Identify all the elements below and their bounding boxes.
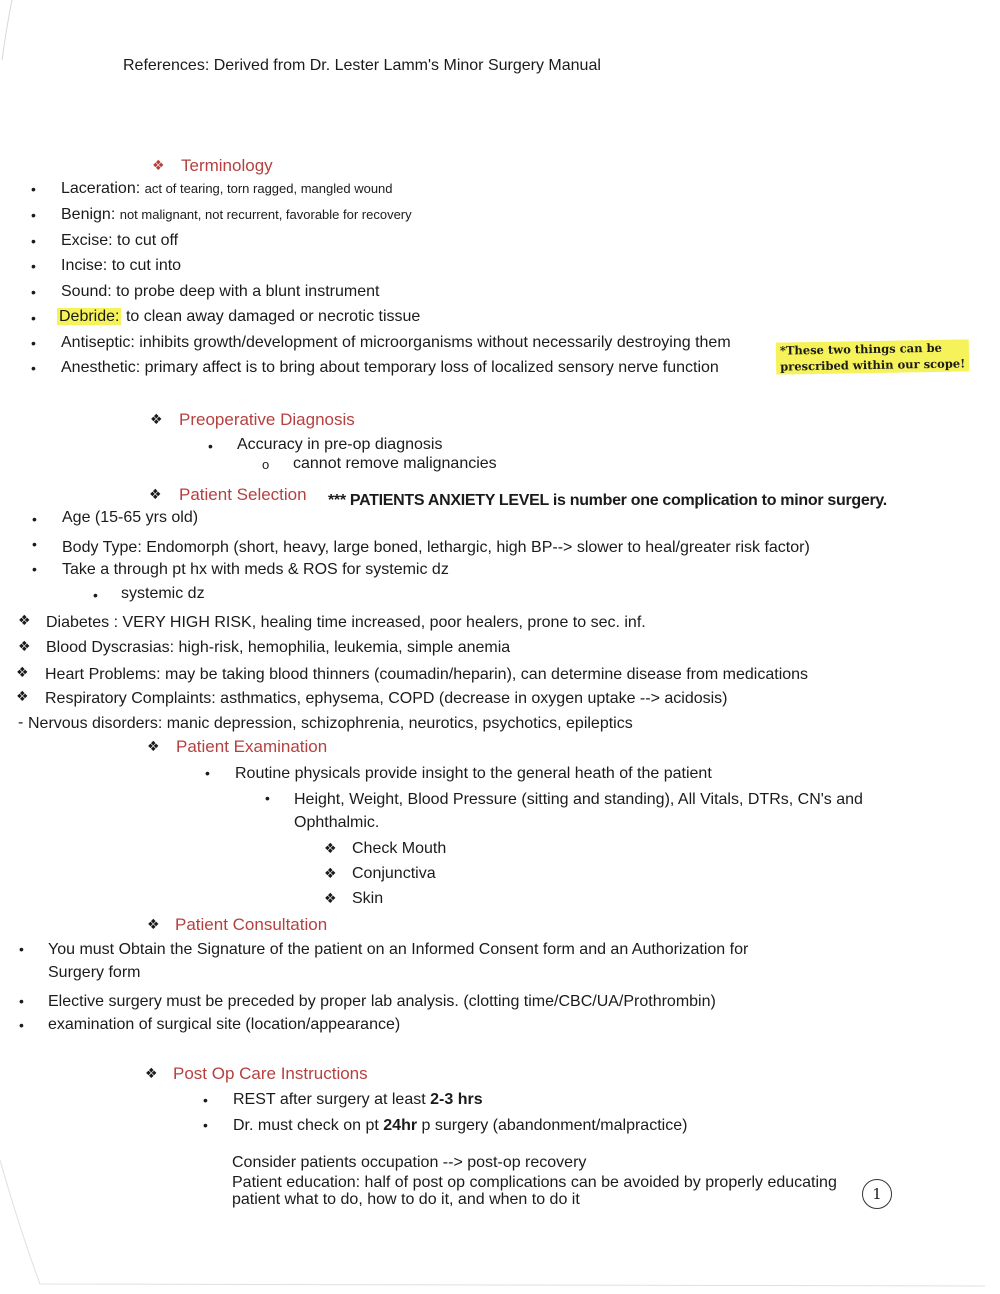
list-item bbox=[31, 181, 36, 199]
terminology-heading: Terminology bbox=[181, 156, 273, 175]
bullet-icon: • bbox=[205, 765, 210, 781]
bullet-icon: • bbox=[31, 258, 36, 274]
references-line: References: Derived from Dr. Lester Lamm's Minor Surgery Manual bbox=[123, 57, 601, 74]
list-item bbox=[31, 360, 36, 378]
exam-subitem-line2: Ophthalmic. bbox=[294, 814, 380, 831]
bullet-icon: • bbox=[203, 1092, 208, 1108]
list-item: Anesthetic: primary affect is to bring about temporary loss of localized sensory nerve function bbox=[61, 359, 719, 376]
dz-item-respiratory: Respiratory Complaints: asthmatics, ephysema, COPD (decrease in oxygen uptake --> acidosis) bbox=[45, 690, 728, 707]
check-diamond-icon: ❖ bbox=[324, 890, 337, 906]
bullet-icon: • bbox=[203, 1117, 208, 1133]
list-item: Debride: to clean away damaged or necrotic tissue bbox=[59, 308, 421, 325]
dash-icon: - bbox=[18, 714, 24, 731]
postop-note1: Consider patients occupation --> post-op recovery bbox=[232, 1154, 587, 1171]
postop-heading: Post Op Care Instructions bbox=[173, 1064, 368, 1083]
bullet-icon: • bbox=[265, 790, 270, 806]
bullet-icon: • bbox=[31, 181, 36, 197]
selection-diamond-icon: ❖ bbox=[149, 486, 162, 502]
dz-item-diabetes: Diabetes : VERY HIGH RISK, healing time increased, poor healers, prone to sec. inf. bbox=[46, 614, 646, 631]
postop-note2: Patient education: half of post op complications can be avoided by properly educating bbox=[232, 1174, 837, 1191]
list-item bbox=[31, 233, 36, 251]
consult-heading: Patient Consultation bbox=[175, 915, 328, 934]
dz-diamond-icon: ❖ bbox=[18, 612, 31, 628]
list-item: Sound: to probe deep with a blunt instrument bbox=[61, 283, 380, 300]
list-item bbox=[31, 335, 36, 353]
consult-item2: Elective surgery must be preceded by proper lab analysis. (clotting time/CBC/UA/Prothrombin) bbox=[48, 993, 716, 1010]
consult-item1-line2: Surgery form bbox=[48, 964, 141, 981]
selection-heading: Patient Selection bbox=[179, 485, 307, 504]
terminology-diamond-icon: ❖ bbox=[152, 157, 165, 173]
selection-item-history: Take a through pt hx with meds & ROS for systemic dz bbox=[62, 561, 449, 578]
dz-diamond-icon: ❖ bbox=[16, 664, 29, 680]
check-skin: Skin bbox=[352, 890, 384, 907]
highlighted-term: Debride: bbox=[59, 308, 120, 325]
bullet-icon: • bbox=[19, 993, 24, 1009]
bullet-icon: • bbox=[208, 438, 213, 454]
bullet-icon: • bbox=[32, 561, 37, 577]
list-item bbox=[31, 207, 36, 225]
list-item bbox=[31, 258, 36, 276]
bullet-icon: • bbox=[19, 1017, 24, 1033]
list-item: Antiseptic: inhibits growth/development of microorganisms without necessarily destroying them bbox=[61, 334, 731, 351]
bullet-icon: • bbox=[31, 207, 36, 223]
selection-item-bodytype: Body Type: Endomorph (short, heavy, large boned, lethargic, high BP--> slower to heal/greater risk factor) bbox=[62, 539, 810, 556]
preop-heading: Preoperative Diagnosis bbox=[179, 410, 355, 429]
bullet-icon: • bbox=[32, 511, 37, 527]
page-number: 1 bbox=[862, 1179, 892, 1209]
consult-item3: examination of surgical site (location/appearance) bbox=[48, 1016, 401, 1033]
list-item: Benign: not malignant, not recurrent, favorable for recovery bbox=[61, 206, 412, 223]
exam-subitem-line1: Height, Weight, Blood Pressure (sitting and standing), All Vitals, DTRs, CN's and bbox=[294, 791, 863, 808]
check-diamond-icon: ❖ bbox=[324, 865, 337, 881]
preop-diamond-icon: ❖ bbox=[150, 411, 163, 427]
handwritten-note: *These two things can be prescribed within our scope! bbox=[776, 339, 970, 374]
selection-item-age: Age (15-65 yrs old) bbox=[62, 509, 199, 526]
exam-diamond-icon: ❖ bbox=[147, 738, 160, 754]
bullet-icon: • bbox=[32, 536, 37, 552]
circle-bullet-icon: o bbox=[262, 457, 270, 472]
anxiety-warning: *** PATIENTS ANXIETY LEVEL is number one complication to minor surgery. bbox=[328, 492, 887, 509]
list-item bbox=[31, 284, 36, 302]
check-diamond-icon: ❖ bbox=[324, 840, 337, 856]
bullet-icon: • bbox=[31, 335, 36, 351]
dz-diamond-icon: ❖ bbox=[18, 638, 31, 654]
list-item: Excise: to cut off bbox=[61, 232, 179, 249]
dz-item-heart: Heart Problems: may be taking blood thinners (coumadin/heparin), can determine disease from medications bbox=[45, 666, 809, 683]
list-item: Incise: to cut into bbox=[61, 257, 182, 274]
consult-item1-line1: You must Obtain the Signature of the patient on an Informed Consent form and an Authorization for bbox=[48, 941, 749, 958]
exam-item: Routine physicals provide insight to the general heath of the patient bbox=[235, 765, 712, 782]
check-conjunctiva: Conjunctiva bbox=[352, 865, 436, 882]
bullet-icon: • bbox=[19, 941, 24, 957]
dz-diamond-icon: ❖ bbox=[16, 688, 29, 704]
preop-subitem: cannot remove malignancies bbox=[293, 455, 497, 472]
dz-item-nervous: Nervous disorders: manic depression, schizophrenia, neurotics, psychotics, epileptics bbox=[28, 715, 633, 732]
exam-heading: Patient Examination bbox=[176, 737, 328, 756]
postop-diamond-icon: ❖ bbox=[145, 1065, 158, 1081]
preop-item: Accuracy in pre-op diagnosis bbox=[237, 436, 443, 453]
postop-rest: REST after surgery at least 2-3 hrs bbox=[233, 1091, 483, 1108]
postop-check: Dr. must check on pt 24hr p surgery (abandonment/malpractice) bbox=[233, 1117, 688, 1134]
check-mouth: Check Mouth bbox=[352, 840, 447, 857]
consult-diamond-icon: ❖ bbox=[147, 916, 160, 932]
bullet-icon: • bbox=[31, 360, 36, 376]
dz-item-blood: Blood Dyscrasias: high-risk, hemophilia, leukemia, simple anemia bbox=[46, 639, 511, 656]
bullet-icon: • bbox=[31, 310, 36, 326]
bullet-icon: • bbox=[93, 587, 98, 603]
bullet-icon: • bbox=[31, 233, 36, 249]
list-item: Laceration: act of tearing, torn ragged, mangled wound bbox=[61, 180, 393, 197]
list-item bbox=[31, 310, 36, 328]
bullet-icon: • bbox=[31, 284, 36, 300]
selection-subitem: systemic dz bbox=[121, 585, 205, 602]
postop-note3: patient what to do, how to do it, and when to do it bbox=[232, 1191, 580, 1208]
